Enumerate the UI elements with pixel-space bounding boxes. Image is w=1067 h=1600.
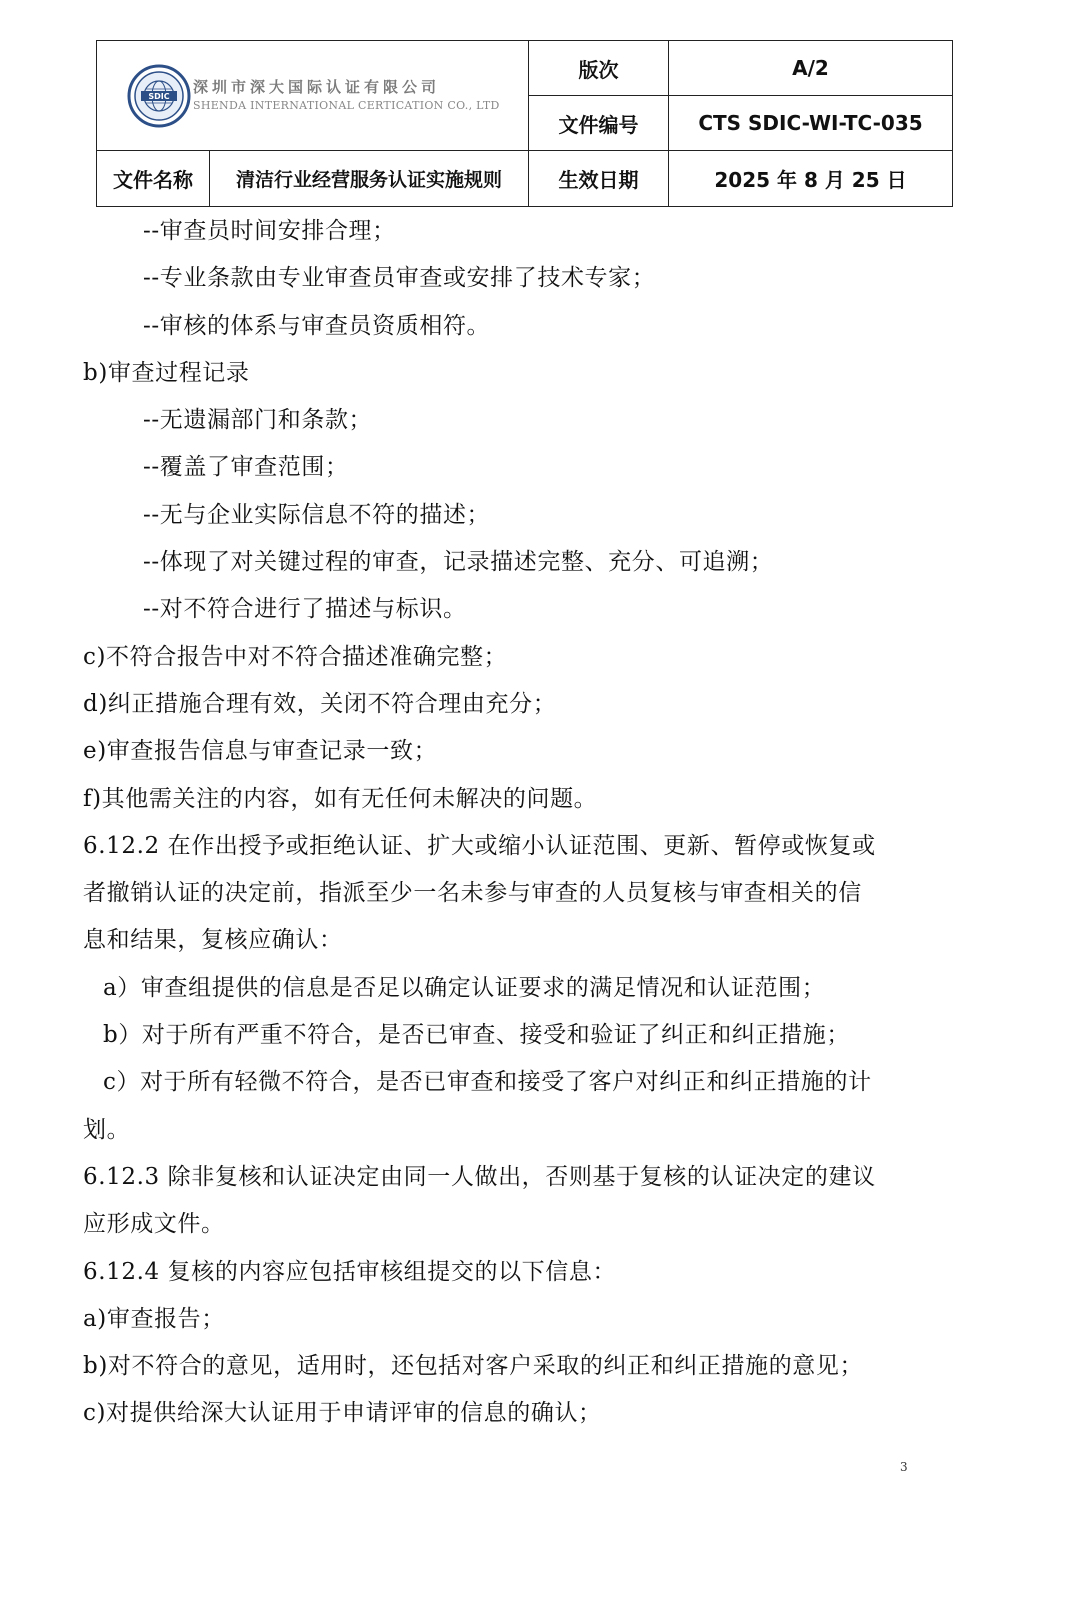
page-number: 3 bbox=[900, 1460, 908, 1474]
version-value: A/2 bbox=[669, 41, 953, 96]
doc-number-label: 文件编号 bbox=[529, 96, 669, 151]
company-logo-cell bbox=[97, 41, 529, 151]
body-line: 6.12.4 复核的内容应包括审核组提交的以下信息： bbox=[83, 1258, 617, 1285]
body-line: --审查员时间安排合理； bbox=[143, 218, 396, 244]
body-line: c）对于所有轻微不符合，是否已审查和接受了客户对纠正和纠正措施的计 bbox=[103, 1069, 872, 1096]
body-line: --无遗漏部门和条款； bbox=[143, 407, 373, 434]
body-line: e)审查报告信息与审查记录一致； bbox=[83, 738, 438, 765]
effective-date-value: 2025 年 8 月 25 日 bbox=[669, 151, 953, 207]
body-line: b)审查过程记录 bbox=[83, 359, 250, 386]
document-header-table bbox=[96, 40, 953, 207]
body-line: a)审查报告； bbox=[83, 1305, 225, 1332]
body-line: --审核的体系与审查员资质相符。 bbox=[143, 312, 491, 339]
doc-number-value: CTS SDIC-WI-TC-035 bbox=[669, 96, 953, 151]
body-line: b）对于所有严重不符合，是否已审查、接受和验证了纠正和纠正措施； bbox=[103, 1022, 850, 1049]
body-line: --专业条款由专业审查员审查或安排了技术专家； bbox=[143, 265, 656, 292]
document-body bbox=[83, 208, 963, 1438]
body-line: c)对提供给深大认证用于申请评审的信息的确认； bbox=[83, 1400, 602, 1427]
body-line: a）审查组提供的信息是否足以确定认证要求的满足情况和认证范围； bbox=[103, 974, 826, 1001]
body-line: 者撤销认证的决定前，指派至少一名未参与审查的人员复核与审查相关的信 bbox=[83, 880, 862, 907]
company-name-en: SHENDA INTERNATIONAL CERTICATION CO., LTD bbox=[193, 98, 500, 112]
body-line: --体现了对关键过程的审查，记录描述完整、充分、可追溯； bbox=[143, 549, 774, 576]
version-label: 版次 bbox=[529, 41, 669, 96]
body-line: 划。 bbox=[83, 1116, 131, 1143]
body-line: --对不符合进行了描述与标识。 bbox=[143, 596, 467, 623]
company-name-cn: 深圳市深大国际认证有限公司 bbox=[193, 77, 441, 96]
body-line: f)其他需关注的内容，如有无任何未解决的问题。 bbox=[83, 785, 598, 812]
svg-text:SDIC: SDIC bbox=[148, 91, 170, 101]
doc-name-value: 清洁行业经营服务认证实施规则 bbox=[210, 151, 529, 207]
doc-name-label: 文件名称 bbox=[97, 151, 210, 207]
body-line: 6.12.2 在作出授予或拒绝认证、扩大或缩小认证范围、更新、暂停或恢复或 bbox=[83, 832, 876, 859]
body-line: b)对不符合的意见，适用时，还包括对客户采取的纠正和纠正措施的意见； bbox=[83, 1353, 864, 1380]
body-line: --覆盖了审查范围； bbox=[143, 454, 349, 481]
body-line: 6.12.3 除非复核和认证决定由同一人做出，否则基于复核的认证决定的建议 bbox=[83, 1163, 876, 1190]
body-line: 应形成文件。 bbox=[83, 1211, 225, 1238]
body-line: d)纠正措施合理有效，关闭不符合理由充分； bbox=[83, 690, 557, 717]
body-line: c)不符合报告中对不符合描述准确完整； bbox=[83, 643, 508, 670]
body-line: --无与企业实际信息不符的描述； bbox=[143, 501, 491, 528]
company-logo-icon bbox=[127, 64, 191, 128]
body-line: 息和结果，复核应确认： bbox=[83, 927, 343, 954]
effective-date-label: 生效日期 bbox=[529, 151, 669, 207]
